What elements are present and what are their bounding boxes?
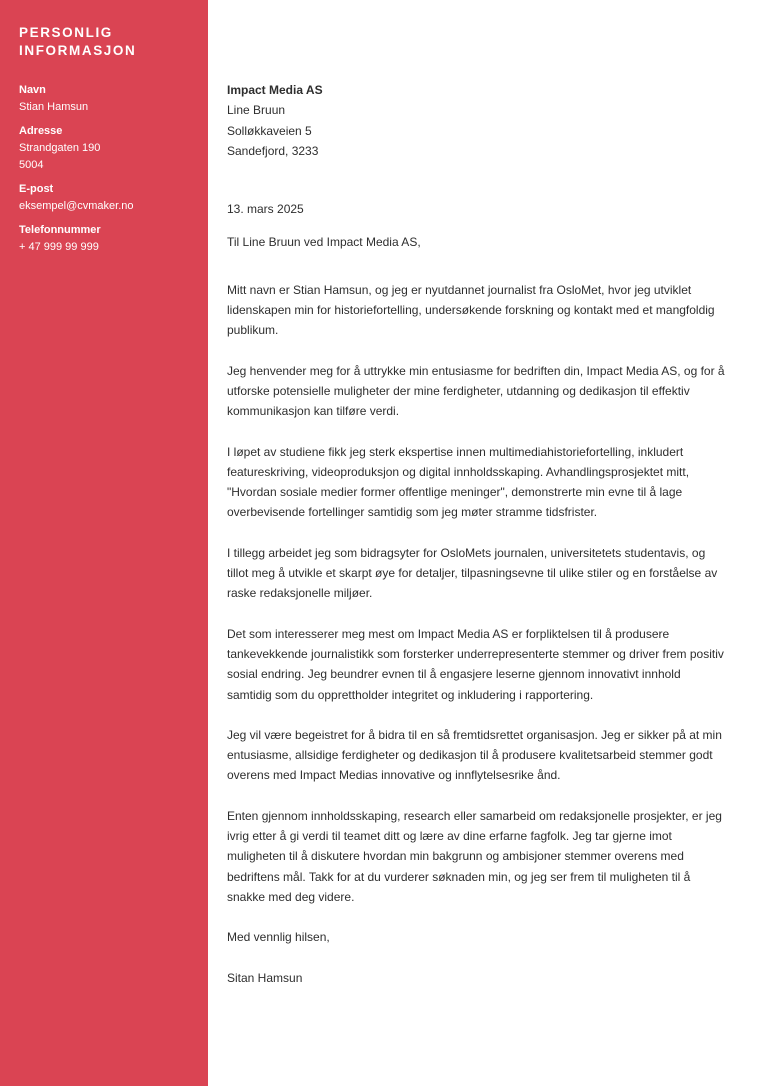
sidebar-title: PERSONLIG INFORMASJON [19,25,137,58]
recipient-city: Sandefjord, 3233 [227,143,319,158]
info-name [19,82,189,116]
recipient-block [227,80,728,161]
letter-body [208,0,768,1086]
recipient-company: Impact Media AS [227,83,323,97]
letter-paragraph: I tillegg arbeidet jeg som bidragsyter for OsloMets journalen, universitetets studentavis, og tillot meg å utvikle et skarpt øye for detaljer, tilpasningsevne til ulike stiler og en forståelse av raske redaksjonelle miljøer. [227,545,718,601]
letter-closing: Med vennlig hilsen, [227,930,330,945]
info-address-postcode: 5004 [19,159,44,171]
info-phone [19,222,189,256]
letter-date: 13. mars 2025 [227,202,304,217]
info-address-label: Adresse [19,125,63,137]
info-phone-label: Telefonnummer [19,224,101,236]
recipient-street: Solløkkaveien 5 [227,123,312,138]
info-email [19,181,189,215]
letter-paragraph: Det som interesserer meg mest om Impact Media AS er forpliktelsen til å produsere tankevekkende journalistikk som forsterker underrepresenterte stemmer og driver frem positiv sosial endring. Jeg beundrer evnen til å engasjere leserne gjennom innovativt innhold samtidig som du opprettholder integritet og inkludering i rapportering. [227,626,724,702]
info-name-value: Stian Hamsun [19,101,89,113]
letter-paragraph: Jeg henvender meg for å uttrykke min entusiasme for bedriften din, Impact Media AS, og for å utforske potensielle muligheter der mine ferdigheter, utdanning og dedikasjon til effektiv kommunikasjon kan tilføre verdi. [227,363,725,419]
info-address-street: Strandgaten 190 [19,142,101,154]
personal-info-sidebar [0,0,208,1086]
letter-paragraph: Mitt navn er Stian Hamsun, og jeg er nyutdannet journalist fra OsloMet, hvor jeg utviklet lidenskapen min for historiefortelling, undersøkende forskning og kontakt med et mangfoldig publikum. [227,282,715,338]
letter-signature: Sitan Hamsun [227,970,303,985]
letter-salutation: Til Line Bruun ved Impact Media AS, [227,235,421,250]
info-email-label: E-post [19,183,54,195]
info-phone-value: + 47 999 99 999 [19,241,99,253]
info-address [19,123,189,174]
letter-paragraph: Enten gjennom innholdsskaping, research eller samarbeid om redaksjonelle prosjekter, er jeg ivrig etter å gi verdi til teamet ditt og lære av dine erfarne fagfolk. Jeg tar gjerne imot muligheten til å diskutere hvordan min bakgrunn og ambisjoner stemmer overens med bedriftens mål. Takk for at du vurderer søknaden min, og jeg ser frem til muligheten til å snakke med deg videre. [227,808,722,904]
info-email-value: eksempel@cvmaker.no [19,200,134,212]
letter-paragraph: Jeg vil være begeistret for å bidra til en så fremtidsrettet organisasjon. Jeg er sikker på at min entusiasme, allsidige ferdigheter og dedikasjon til å produsere kvalitetsarbeid stemmer godt overens med Impact Medias innovative og innflytelsesrike ånd. [227,727,722,783]
letter-paragraph: I løpet av studiene fikk jeg sterk ekspertise innen multimediahistoriefortelling, inkludert featureskriving, videoproduksjon og digital innholdsskaping. Avhandlingsprosjektet mitt, "Hvordan sosiale medier former offentlige meninger", demonstrerte min evne til å lage overbevisende fortellinger samtidig som jeg møter stramme tidsfrister. [227,444,690,520]
info-name-label: Navn [19,84,46,96]
recipient-name: Line Bruun [227,103,286,118]
